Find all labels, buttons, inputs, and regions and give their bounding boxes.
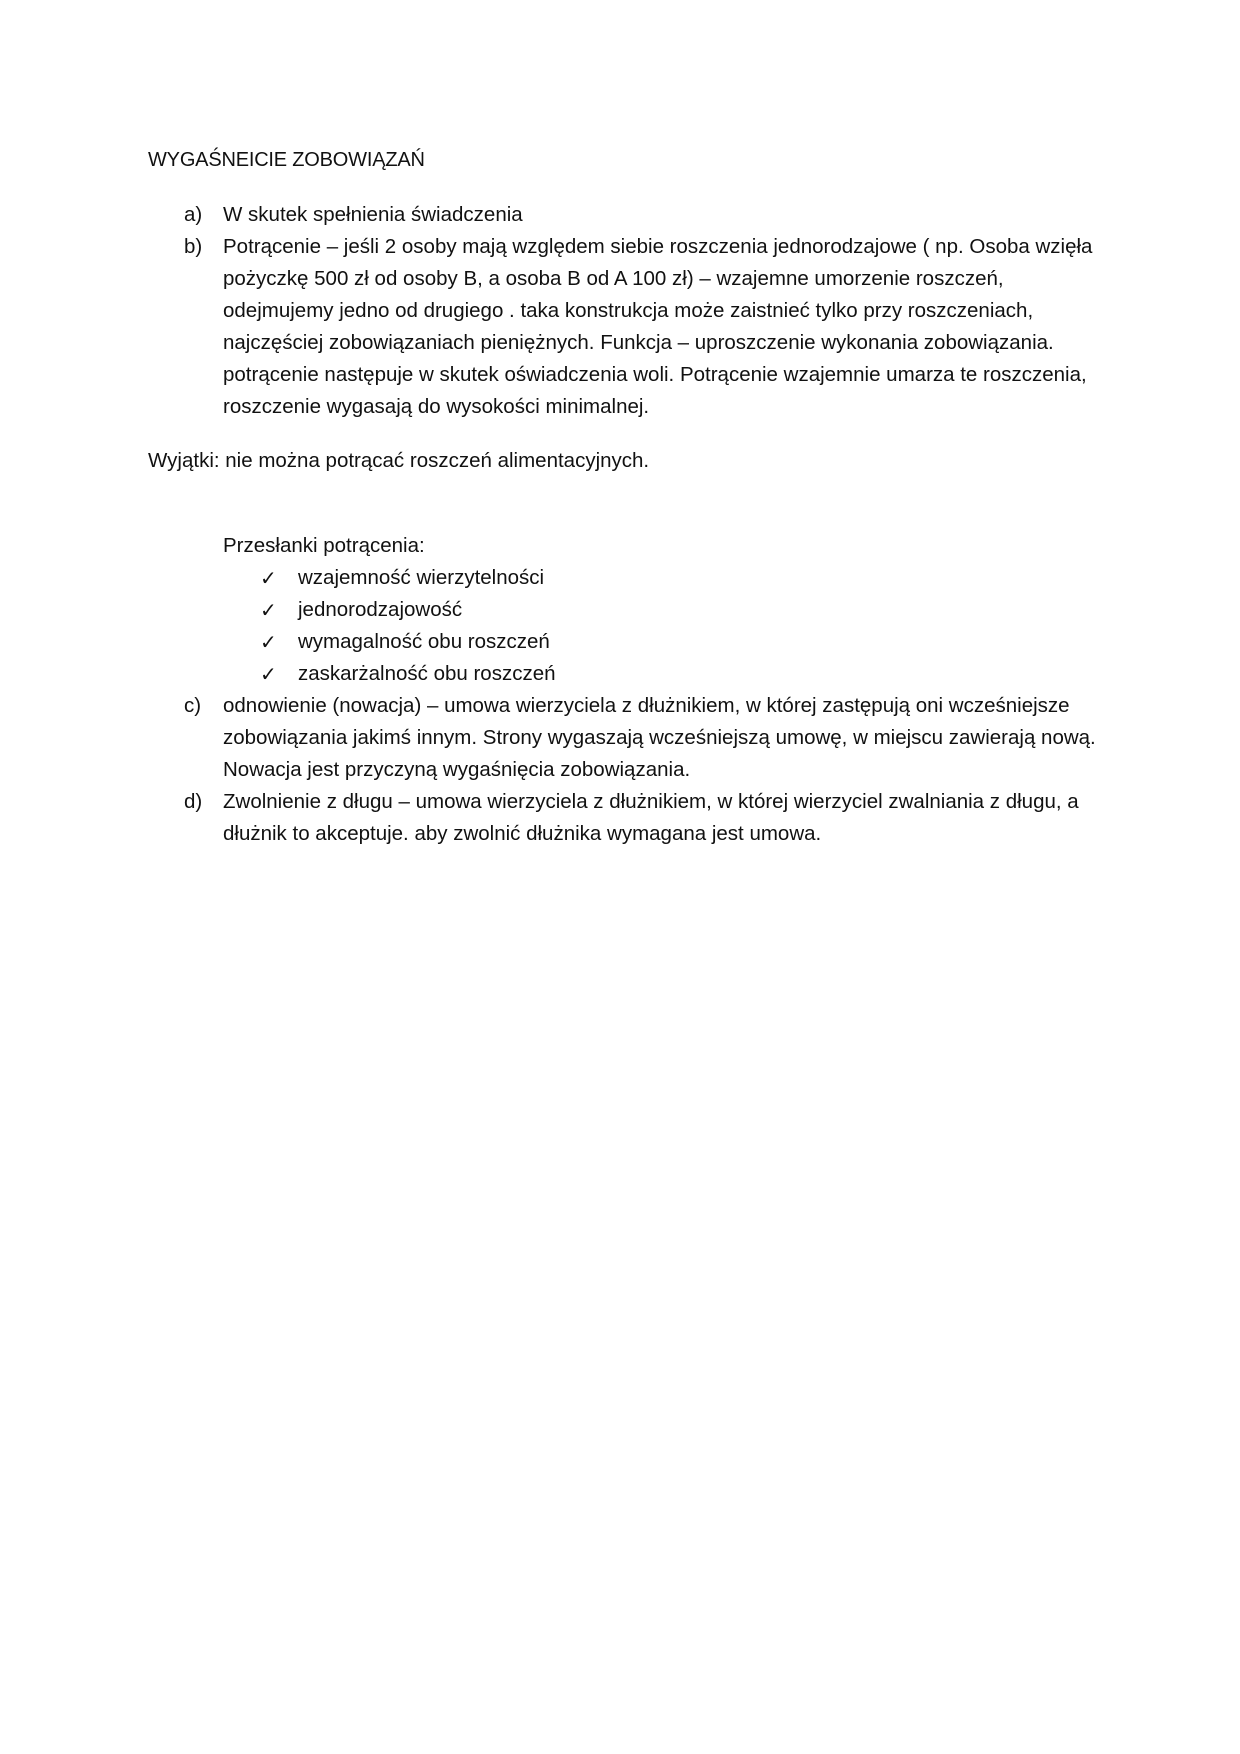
premise-item bbox=[260, 626, 550, 658]
list-item-b bbox=[184, 231, 1104, 423]
list-marker: a) bbox=[184, 203, 203, 226]
list-item-text: W skutek spełnienia świadczenia bbox=[223, 203, 523, 226]
list-item-a bbox=[184, 199, 1104, 231]
premise-text: jednorodzajowość bbox=[298, 598, 463, 621]
premise-item bbox=[260, 594, 462, 626]
list-item-text: Potrącenie – jeśli 2 osoby mają względem siebie roszczenia jednorodzajowe ( np. Osoba wzięła pożyczkę 500 zł od osoby B, a osoba B od A 100 zł) – wzajemne umorzenie roszczeń, odejmujemy jedno od drugiego . taka konstrukcja może zaistnieć tylko przy roszczeniach, najczęściej zobowiązaniach pieniężnych. Funkcja – uproszczenie wykonania zobowiązania. potrącenie następuje w skutek oświadczenia woli. Potrącenie wzajemnie umarza te roszczenia, roszczenie wygasają do wysokości minimalnej. bbox=[223, 235, 1093, 418]
checkmark-icon: ✓ bbox=[260, 630, 277, 654]
list-marker: c) bbox=[184, 694, 202, 717]
list-item-c bbox=[184, 690, 1104, 786]
premises-heading: Przesłanki potrącenia: bbox=[223, 534, 425, 557]
list-item-text: odnowienie (nowacja) – umowa wierzyciela z dłużnikiem, w której zastępują oni wcześniejsze zobowiązania jakimś innym. Strony wygaszają wcześniejszą umowę, w miejscu zawierają nową. Nowacja jest przyczyną wygaśnięcia zobowiązania. bbox=[223, 694, 1096, 781]
list-marker: d) bbox=[184, 790, 203, 813]
checkmark-icon: ✓ bbox=[260, 598, 277, 622]
checkmark-icon: ✓ bbox=[260, 662, 277, 686]
premise-text: wzajemność wierzytelności bbox=[298, 566, 545, 589]
list-item-d bbox=[184, 786, 1104, 850]
premise-item bbox=[260, 658, 556, 690]
list-marker: b) bbox=[184, 235, 203, 258]
document-title: WYGAŚNEICIE ZOBOWIĄZAŃ bbox=[148, 149, 425, 171]
exceptions-line: Wyjątki: nie można potrącać roszczeń alimentacyjnych. bbox=[148, 449, 650, 472]
premise-text: wymagalność obu roszczeń bbox=[298, 630, 550, 653]
checkmark-icon: ✓ bbox=[260, 566, 277, 590]
premise-item bbox=[260, 562, 544, 594]
premise-text: zaskarżalność obu roszczeń bbox=[298, 662, 556, 685]
list-item-text: Zwolnienie z długu – umowa wierzyciela z dłużnikiem, w której wierzyciel zwalniania z długu, a dłużnik to akceptuje. aby zwolnić dłużnika wymagana jest umowa. bbox=[223, 790, 1079, 845]
